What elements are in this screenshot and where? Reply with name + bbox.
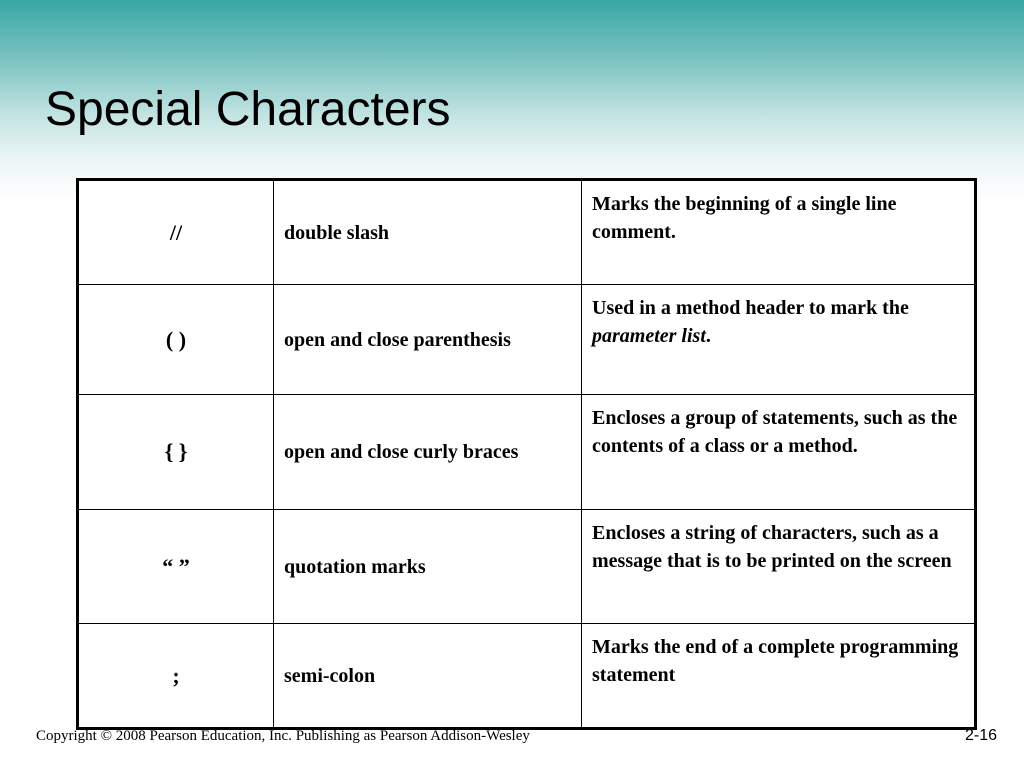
name-cell: open and close curly braces (274, 395, 582, 510)
page-number: 2-16 (964, 727, 997, 744)
table-row (78, 510, 976, 624)
description-text: Used in a method header to mark the (592, 297, 909, 319)
description-cell (582, 285, 976, 395)
description-text: . (705, 325, 711, 347)
name-cell: quotation marks (274, 510, 582, 624)
name-cell: semi-colon (274, 624, 582, 729)
table-row (78, 624, 976, 729)
symbol-cell: ; (78, 624, 274, 729)
table-row (78, 395, 976, 510)
name-cell: open and close parenthesis (274, 285, 582, 395)
symbol-cell: // (78, 180, 274, 285)
name-cell: double slash (274, 180, 582, 285)
symbol-cell: ( ) (78, 285, 274, 395)
description-cell: Encloses a string of characters, such as a message that is to be printed on the screen (582, 510, 976, 624)
description-emphasis: parameter list (592, 325, 706, 347)
symbol-cell: “ ” (78, 510, 274, 624)
copyright-notice: Copyright © 2008 Pearson Education, Inc. Publishing as Pearson Addison-Wesley (36, 728, 530, 744)
table-row (78, 285, 976, 395)
special-characters-table (76, 178, 977, 730)
symbol-cell: { } (78, 395, 274, 510)
description-cell: Marks the beginning of a single line comment. (582, 180, 976, 285)
table-row (78, 180, 976, 285)
description-cell: Marks the end of a complete programming statement (582, 624, 976, 729)
slide-title: Special Characters (45, 83, 451, 136)
description-cell: Encloses a group of statements, such as the contents of a class or a method. (582, 395, 976, 510)
